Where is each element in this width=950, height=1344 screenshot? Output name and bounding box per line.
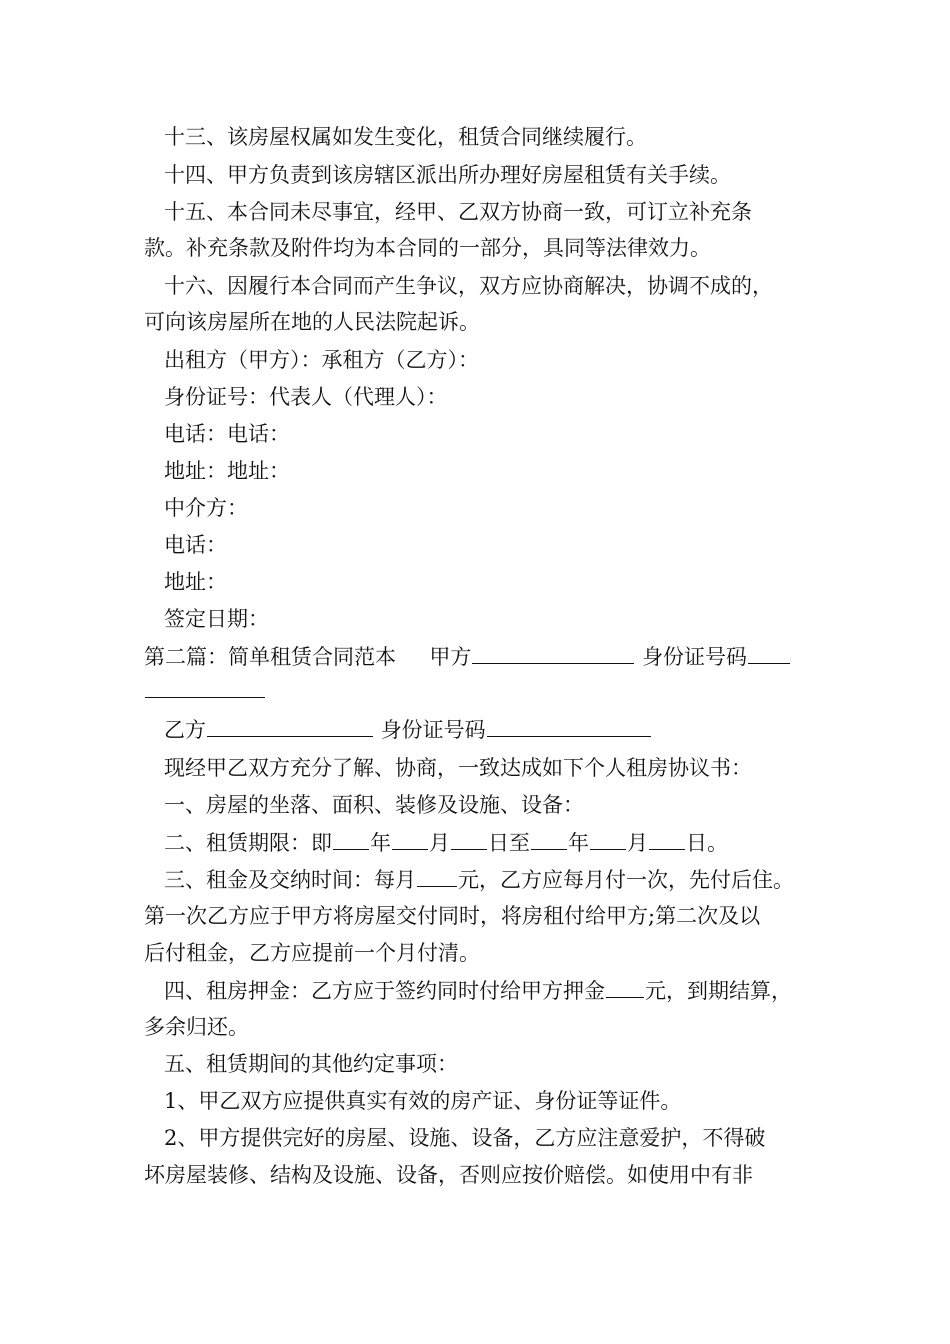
intro: 现经甲乙双方充分了解、协商，一致达成如下个人租房协议书： — [164, 756, 752, 780]
item-3-line-2: 第一次乙方应于甲方将房屋交付同时，将房租付给甲方;第二次及以 — [144, 904, 761, 928]
id-no-label-a: 身份证号码 — [642, 645, 748, 669]
party-a-label: 甲方 — [429, 645, 472, 669]
party-b-label: 乙方 — [164, 718, 206, 742]
start-month-blank — [392, 827, 428, 850]
part2-heading: 第二篇：简单租赁合同范本 — [144, 645, 396, 669]
party-a-blank — [472, 641, 634, 664]
year-label: 年 — [370, 831, 391, 855]
start-year-blank — [333, 827, 369, 850]
end-day-blank — [649, 827, 685, 850]
sub-item-1: 1、甲乙双方应提供真实有效的房产证、身份证等证件。 — [164, 1089, 682, 1113]
day-end-label: 日。 — [686, 831, 728, 855]
lessor-lessee-label: 出租方（甲方）：承租方（乙方）： — [164, 348, 479, 372]
item-4-line-1 — [164, 975, 792, 1006]
id-no-blank-a — [748, 641, 790, 664]
end-month-blank — [590, 827, 626, 850]
item-4-line-2: 多余归还。 — [144, 1015, 249, 1039]
agent-label: 中介方： — [164, 496, 248, 520]
id-no-blank-b — [487, 714, 651, 737]
item-4-prefix: 四、租房押金：乙方应于签约同时付给甲方押金 — [164, 979, 605, 1003]
item-3-line-3: 后付租金，乙方应提前一个月付清。 — [144, 941, 480, 965]
agent-phone-label: 电话： — [164, 533, 227, 557]
item-4-suffix: 元，到期结算， — [645, 979, 792, 1003]
month-label: 月 — [429, 831, 450, 855]
item-5: 五、租赁期间的其他约定事项： — [164, 1052, 458, 1076]
id-representative-label: 身份证号：代表人（代理人）： — [164, 385, 448, 409]
day-to-label: 日至 — [488, 831, 530, 855]
sub-item-2-line-2: 坏房屋装修、结构及设施、设备，否则应按价赔偿。如使用中有非 — [144, 1163, 753, 1187]
id-no-label-b: 身份证号码 — [380, 718, 486, 742]
party-b-line — [164, 714, 652, 745]
item-1: 一、房屋的坐落、面积、装修及设施、设备： — [164, 793, 584, 817]
monthly-rent-blank — [417, 864, 457, 887]
item-2 — [164, 827, 728, 858]
clause-16-line-1: 十六、因履行本合同而产生争议，双方应协商解决，协调不成的， — [164, 274, 773, 298]
item-3-line-1 — [164, 864, 794, 895]
id-no-blank-a-cont — [144, 675, 266, 706]
clause-16-line-2: 可向该房屋所在地的人民法院起诉。 — [144, 310, 480, 334]
part2-heading-line — [144, 641, 791, 672]
item-3-prefix: 三、租金及交纳时间：每月 — [164, 868, 416, 892]
clause-15-line-2: 款。补充条款及附件均为本合同的一部分，具同等法律效力。 — [144, 236, 711, 260]
clause-14: 十四、甲方负责到该房辖区派出所办理好房屋租赁有关手续。 — [164, 163, 731, 187]
start-day-blank — [451, 827, 487, 850]
sign-date-label: 签定日期： — [164, 607, 269, 631]
end-year-blank — [531, 827, 567, 850]
party-b-blank — [207, 714, 373, 737]
clause-15-line-1: 十五、本合同未尽事宜，经甲、乙双方协商一致，可订立补充条 — [164, 200, 752, 224]
clause-13: 十三、该房屋权属如发生变化，租赁合同继续履行。 — [164, 125, 647, 149]
item-2-prefix: 二、租赁期限：即 — [164, 831, 332, 855]
month-label-2: 月 — [627, 831, 648, 855]
address-label: 地址：地址： — [164, 459, 290, 483]
year-label-2: 年 — [568, 831, 589, 855]
sub-item-2-line-1: 2、甲方提供完好的房屋、设施、设备，乙方应注意爱护，不得破 — [164, 1126, 766, 1150]
id-no-blank-a-2 — [145, 675, 265, 698]
deposit-blank — [606, 975, 644, 998]
phone-label: 电话：电话： — [164, 422, 290, 446]
item-3-suffix: 元，乙方应每月付一次，先付后住。 — [458, 868, 794, 892]
agent-address-label: 地址： — [164, 570, 227, 594]
